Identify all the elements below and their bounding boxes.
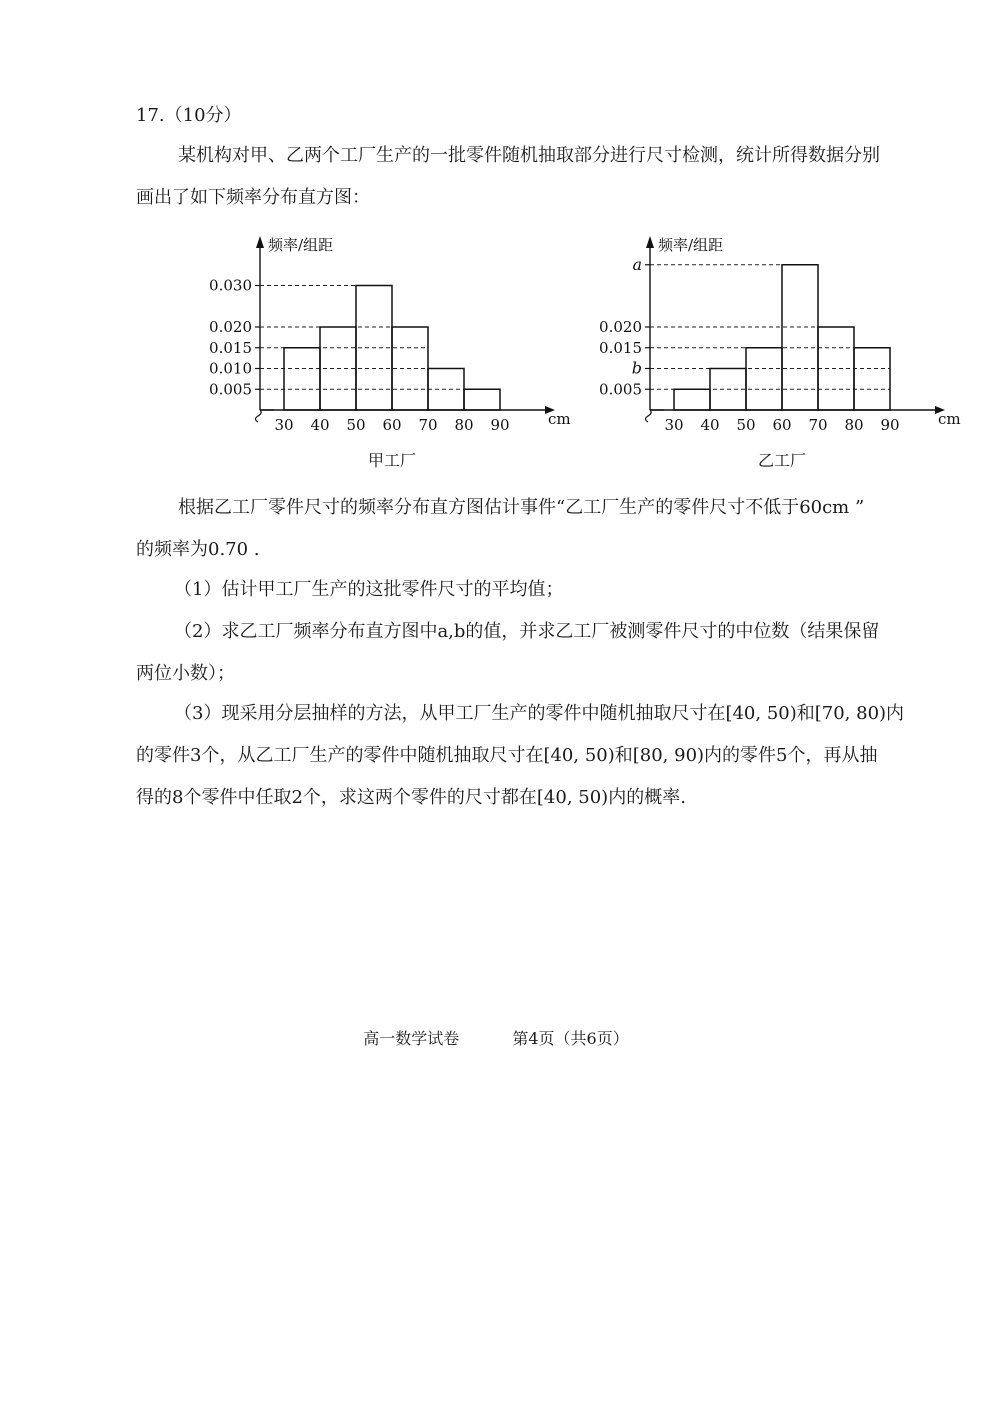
x-tick-label-2: 50 [736, 416, 756, 434]
histogram-yi-svg [560, 222, 980, 482]
question-header: 17.（10分） [136, 105, 242, 126]
x-tick-label-2: 50 [346, 416, 366, 434]
histogram-bar-5 [854, 348, 890, 410]
part-3-line-2: 的零件3个，从乙工厂生产的零件中随机抽取尺寸在[40, 50)和[80, 90)内的零件5个，再从抽 [136, 745, 878, 766]
x-tick-label-4: 70 [418, 416, 438, 434]
part-1: （1）估计甲工厂生产的这批零件尺寸的平均值； [174, 579, 564, 600]
page-footer [0, 1026, 992, 1049]
histogram-bar-0 [284, 348, 320, 410]
y-tick-label-4: a [632, 254, 642, 274]
x-tick-label-6: 90 [490, 416, 510, 434]
x-axis-unit-label: cm [548, 410, 571, 428]
y-axis-arrow [256, 236, 264, 248]
y-tick-label-1: b [631, 358, 642, 378]
chart-caption: 甲工厂 [367, 451, 417, 470]
histogram-factory-jia [170, 222, 590, 482]
part-2-line-1: （2）求乙工厂频率分布直方图中a,b的值，并求乙工厂被测零件尺寸的中位数（结果保留 [174, 621, 880, 642]
x-tick-label-0: 30 [664, 416, 684, 434]
histogram-bar-3 [782, 265, 818, 410]
part-3-line-3: 得的8个零件中任取2个，求这两个零件的尺寸都在[40, 50)内的概率. [136, 787, 686, 808]
exam-name: 高一数学试卷 [363, 1029, 460, 1048]
histogram-factory-yi [560, 222, 980, 482]
histogram-bar-5 [464, 389, 500, 410]
histogram-bar-2 [746, 348, 782, 410]
histogram-jia-svg [170, 222, 590, 482]
y-tick-label-2: 0.015 [209, 338, 252, 357]
y-tick-label-0: 0.005 [599, 380, 642, 399]
part-2-line-2: 两位小数）； [136, 663, 235, 684]
x-tick-label-5: 80 [454, 416, 474, 434]
y-tick-label-4: 0.030 [209, 276, 252, 295]
x-tick-label-0: 30 [274, 416, 294, 434]
y-tick-label-1: 0.010 [209, 359, 252, 378]
y-axis-arrow [646, 236, 654, 248]
axis-break-mark [646, 410, 652, 422]
y-tick-label-3: 0.020 [599, 318, 642, 336]
x-tick-label-1: 40 [700, 416, 720, 434]
x-tick-label-3: 60 [772, 416, 792, 434]
histogram-bar-0 [674, 389, 710, 410]
y-axis-label: 频率/组距 [268, 236, 334, 254]
axis-break-mark [256, 410, 262, 422]
x-tick-label-1: 40 [310, 416, 330, 434]
intro-line-2: 画出了如下频率分布直方图： [136, 187, 370, 208]
x-tick-label-6: 90 [880, 416, 900, 434]
given-line-2: 的频率为0.70 . [136, 539, 260, 560]
x-tick-label-5: 80 [844, 416, 864, 434]
y-tick-label-3: 0.020 [209, 318, 252, 336]
y-tick-label-2: 0.015 [599, 338, 642, 357]
y-axis-label: 频率/组距 [658, 236, 724, 254]
part-3-line-1: （3）现采用分层抽样的方法，从甲工厂生产的零件中随机抽取尺寸在[40, 50)和[70, 80)内 [174, 703, 905, 724]
page-info: 第4页（共6页） [512, 1029, 629, 1048]
x-tick-label-4: 70 [808, 416, 828, 434]
x-tick-label-3: 60 [382, 416, 402, 434]
given-line-1: 根据乙工厂零件尺寸的频率分布直方图估计事件“乙工厂生产的零件尺寸不低于60cm ” [178, 497, 865, 518]
chart-caption: 乙工厂 [757, 451, 807, 470]
x-axis-unit-label: cm [938, 410, 961, 428]
intro-line-1: 某机构对甲、乙两个工厂生产的一批零件随机抽取部分进行尺寸检测，统计所得数据分别 [178, 145, 880, 166]
y-tick-label-0: 0.005 [209, 380, 252, 399]
